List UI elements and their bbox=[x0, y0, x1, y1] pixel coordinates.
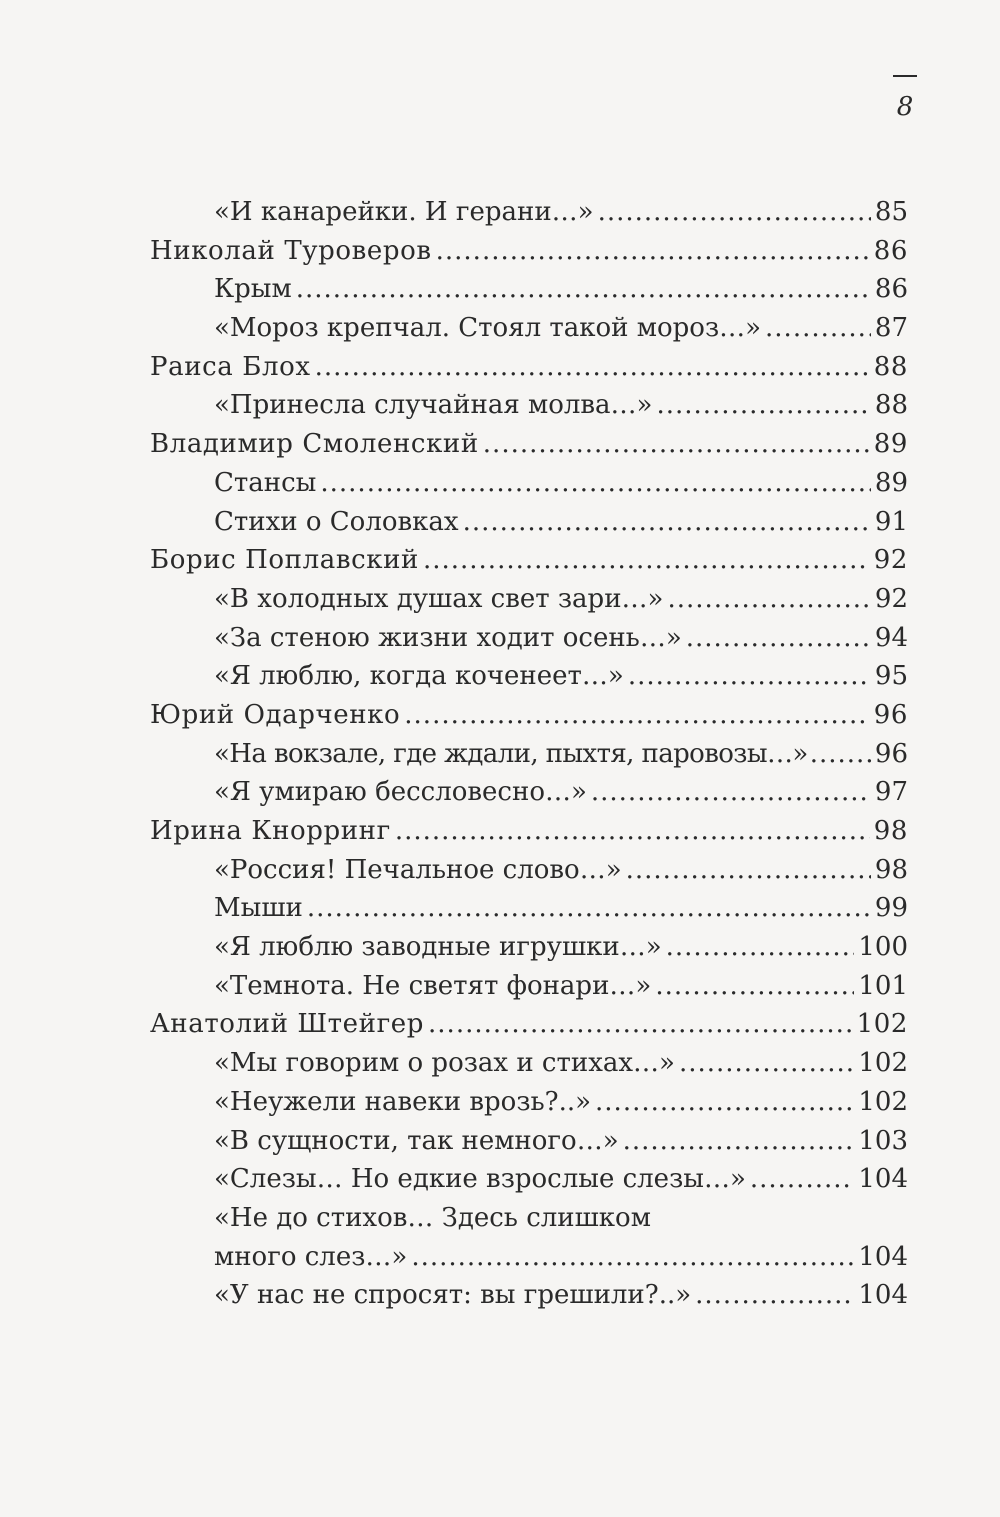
toc-entry-page: 99 bbox=[874, 893, 908, 924]
dot-leader bbox=[423, 541, 870, 580]
toc-entry-page: 98 bbox=[873, 816, 908, 846]
toc-entry-title: «Мы говорим о розах и стихах…» bbox=[214, 1048, 675, 1079]
toc-entry-poem bbox=[150, 580, 908, 619]
toc-entry-poem bbox=[150, 928, 908, 967]
toc-entry-page: 88 bbox=[873, 351, 908, 382]
toc-entry-page: 96 bbox=[873, 699, 908, 730]
toc-entry-page: 92 bbox=[874, 583, 908, 614]
dot-leader bbox=[395, 812, 870, 851]
toc-entry-title: «В холодных душах свет зари…» bbox=[214, 583, 664, 614]
dot-leader bbox=[598, 193, 871, 232]
toc-entry-page: 85 bbox=[874, 197, 908, 227]
toc-entry-title: Николай Туроверов bbox=[150, 235, 432, 266]
toc-entry-author bbox=[150, 812, 908, 851]
toc-entry-title: «Я умираю бессловесно…» bbox=[214, 777, 587, 808]
toc-entry-page: 104 bbox=[858, 1164, 908, 1195]
dot-leader bbox=[595, 1083, 854, 1122]
toc-entry-poem bbox=[150, 1122, 908, 1161]
dot-leader bbox=[628, 657, 871, 696]
toc-entry-page: 102 bbox=[858, 1048, 908, 1079]
toc-entry-poem bbox=[150, 1276, 908, 1315]
toc-entry-title: «На вокзале, где ждали, пыхтя, паровозы…» bbox=[214, 738, 808, 769]
toc-entry-poem bbox=[150, 270, 908, 309]
toc-entry-poem bbox=[150, 1160, 908, 1199]
dot-leader bbox=[655, 967, 854, 1006]
toc-entry-page: 103 bbox=[858, 1125, 908, 1156]
toc-entry-poem bbox=[150, 309, 908, 348]
toc-entry-page: 87 bbox=[874, 313, 908, 344]
toc-entry-page: 97 bbox=[874, 777, 908, 808]
toc-entry-author bbox=[150, 1005, 908, 1044]
toc-entry-poem bbox=[150, 1083, 908, 1122]
toc-entry-title: Ирина Кнорринг bbox=[150, 816, 391, 846]
dot-leader bbox=[428, 1005, 853, 1044]
toc-entry-author bbox=[150, 348, 908, 387]
dot-leader bbox=[591, 773, 871, 812]
toc-entry-page: 86 bbox=[874, 274, 908, 305]
toc-entry-page: 86 bbox=[873, 235, 908, 266]
toc-entry-title: «Не до стихов… Здесь слишком bbox=[214, 1202, 651, 1233]
toc-entry-author bbox=[150, 425, 908, 464]
toc-entry-title: «Неужели навеки врозь?..» bbox=[214, 1086, 592, 1117]
toc-entry-title: «У нас не спросят: вы грешили?..» bbox=[214, 1280, 692, 1311]
toc-entry-poem bbox=[150, 889, 908, 928]
dot-leader bbox=[667, 580, 870, 619]
toc-entry-author bbox=[150, 541, 908, 580]
toc-entry-title: Раиса Блох bbox=[150, 351, 311, 382]
toc-entry-page: 100 bbox=[858, 932, 908, 963]
dot-leader bbox=[307, 889, 871, 928]
toc-entry-page: 95 bbox=[874, 661, 908, 692]
toc-entry-poem bbox=[150, 773, 908, 812]
toc-entry-page: 102 bbox=[858, 1086, 908, 1117]
toc-entry-title: «Россия! Печальное слово…» bbox=[214, 854, 622, 885]
toc-entry-author bbox=[150, 696, 908, 735]
toc-entry-title: «Принесла случайная молва…» bbox=[214, 390, 653, 421]
toc-entry-title: «Слезы… Но едкие взрослые слезы…» bbox=[214, 1164, 746, 1195]
dot-leader bbox=[686, 619, 871, 658]
toc-entry-poem bbox=[150, 1044, 908, 1083]
dot-leader bbox=[436, 232, 870, 271]
toc-entry-poem-first-line bbox=[150, 1199, 908, 1238]
dot-leader bbox=[483, 425, 870, 464]
toc-entry-page: 91 bbox=[874, 506, 908, 537]
toc-entry-poem-continuation bbox=[150, 1238, 908, 1277]
toc-entry-title: «Я люблю заводные игрушки…» bbox=[214, 932, 662, 963]
toc-entry-page: 98 bbox=[874, 854, 908, 885]
toc-entry-poem bbox=[150, 193, 908, 232]
dot-leader bbox=[404, 696, 869, 735]
dot-leader bbox=[666, 928, 855, 967]
toc-entry-page: 89 bbox=[873, 429, 908, 460]
dot-leader bbox=[623, 1122, 855, 1161]
toc-entry-title: «Мороз крепчал. Стоял такой мороз…» bbox=[214, 313, 762, 344]
dot-leader bbox=[411, 1238, 854, 1277]
dot-leader bbox=[750, 1160, 855, 1199]
toc-entry-poem bbox=[150, 464, 908, 503]
toc-entry-poem bbox=[150, 735, 908, 774]
toc-entry-title: Мыши bbox=[214, 893, 303, 924]
toc-entry-poem bbox=[150, 619, 908, 658]
toc-entry-poem bbox=[150, 657, 908, 696]
toc-entry-page: 92 bbox=[873, 545, 908, 576]
dot-leader bbox=[320, 464, 871, 503]
toc-entry-title: «В сущности, так немного…» bbox=[214, 1125, 619, 1156]
toc-entry-title: Юрий Одарченко bbox=[150, 699, 401, 730]
dot-leader bbox=[679, 1044, 854, 1083]
toc-entry-poem bbox=[150, 386, 908, 425]
toc-entry-title: «Я люблю, когда коченеет…» bbox=[214, 661, 624, 692]
toc-entry-poem bbox=[150, 967, 908, 1006]
dot-leader bbox=[656, 386, 870, 425]
toc-entry-title: «И канарейки. И герани…» bbox=[214, 197, 594, 227]
page-number: 8 bbox=[896, 92, 914, 122]
toc-entry-title: Стансы bbox=[214, 467, 317, 498]
toc-entry-page: 102 bbox=[856, 1009, 908, 1040]
toc-entry-page: 89 bbox=[874, 467, 908, 498]
toc-entry-title: «За стеною жизни ходит осень…» bbox=[214, 622, 682, 653]
dot-leader bbox=[463, 503, 871, 542]
toc-entry-poem bbox=[150, 503, 908, 542]
dot-leader bbox=[626, 851, 871, 890]
toc-entry-title: «Темнота. Не светят фонари…» bbox=[214, 970, 652, 1001]
table-of-contents bbox=[150, 193, 908, 1315]
toc-entry-poem bbox=[150, 851, 908, 890]
toc-entry-page: 101 bbox=[858, 970, 908, 1001]
dot-leader bbox=[315, 348, 870, 387]
toc-entry-title: много слез…» bbox=[214, 1241, 408, 1272]
toc-entry-title: Крым bbox=[214, 274, 292, 305]
toc-entry-title: Анатолий Штейгер bbox=[150, 1009, 425, 1040]
dot-leader bbox=[810, 735, 873, 774]
dot-leader bbox=[695, 1276, 854, 1315]
dot-leader bbox=[296, 270, 871, 309]
toc-entry-page: 88 bbox=[874, 390, 908, 421]
toc-entry-page: 94 bbox=[874, 622, 908, 653]
toc-entry-page: 104 bbox=[858, 1280, 908, 1311]
toc-entry-title: Владимир Смоленский bbox=[150, 429, 479, 460]
toc-entry-page: 104 bbox=[858, 1241, 908, 1272]
toc-entry-page: 96 bbox=[874, 738, 908, 769]
page-number-rule bbox=[893, 75, 917, 77]
toc-entry-title: Стихи о Соловках bbox=[214, 506, 459, 537]
dot-leader bbox=[765, 309, 871, 348]
toc-entry-author bbox=[150, 232, 908, 271]
toc-entry-title: Борис Поплавский bbox=[150, 545, 419, 576]
